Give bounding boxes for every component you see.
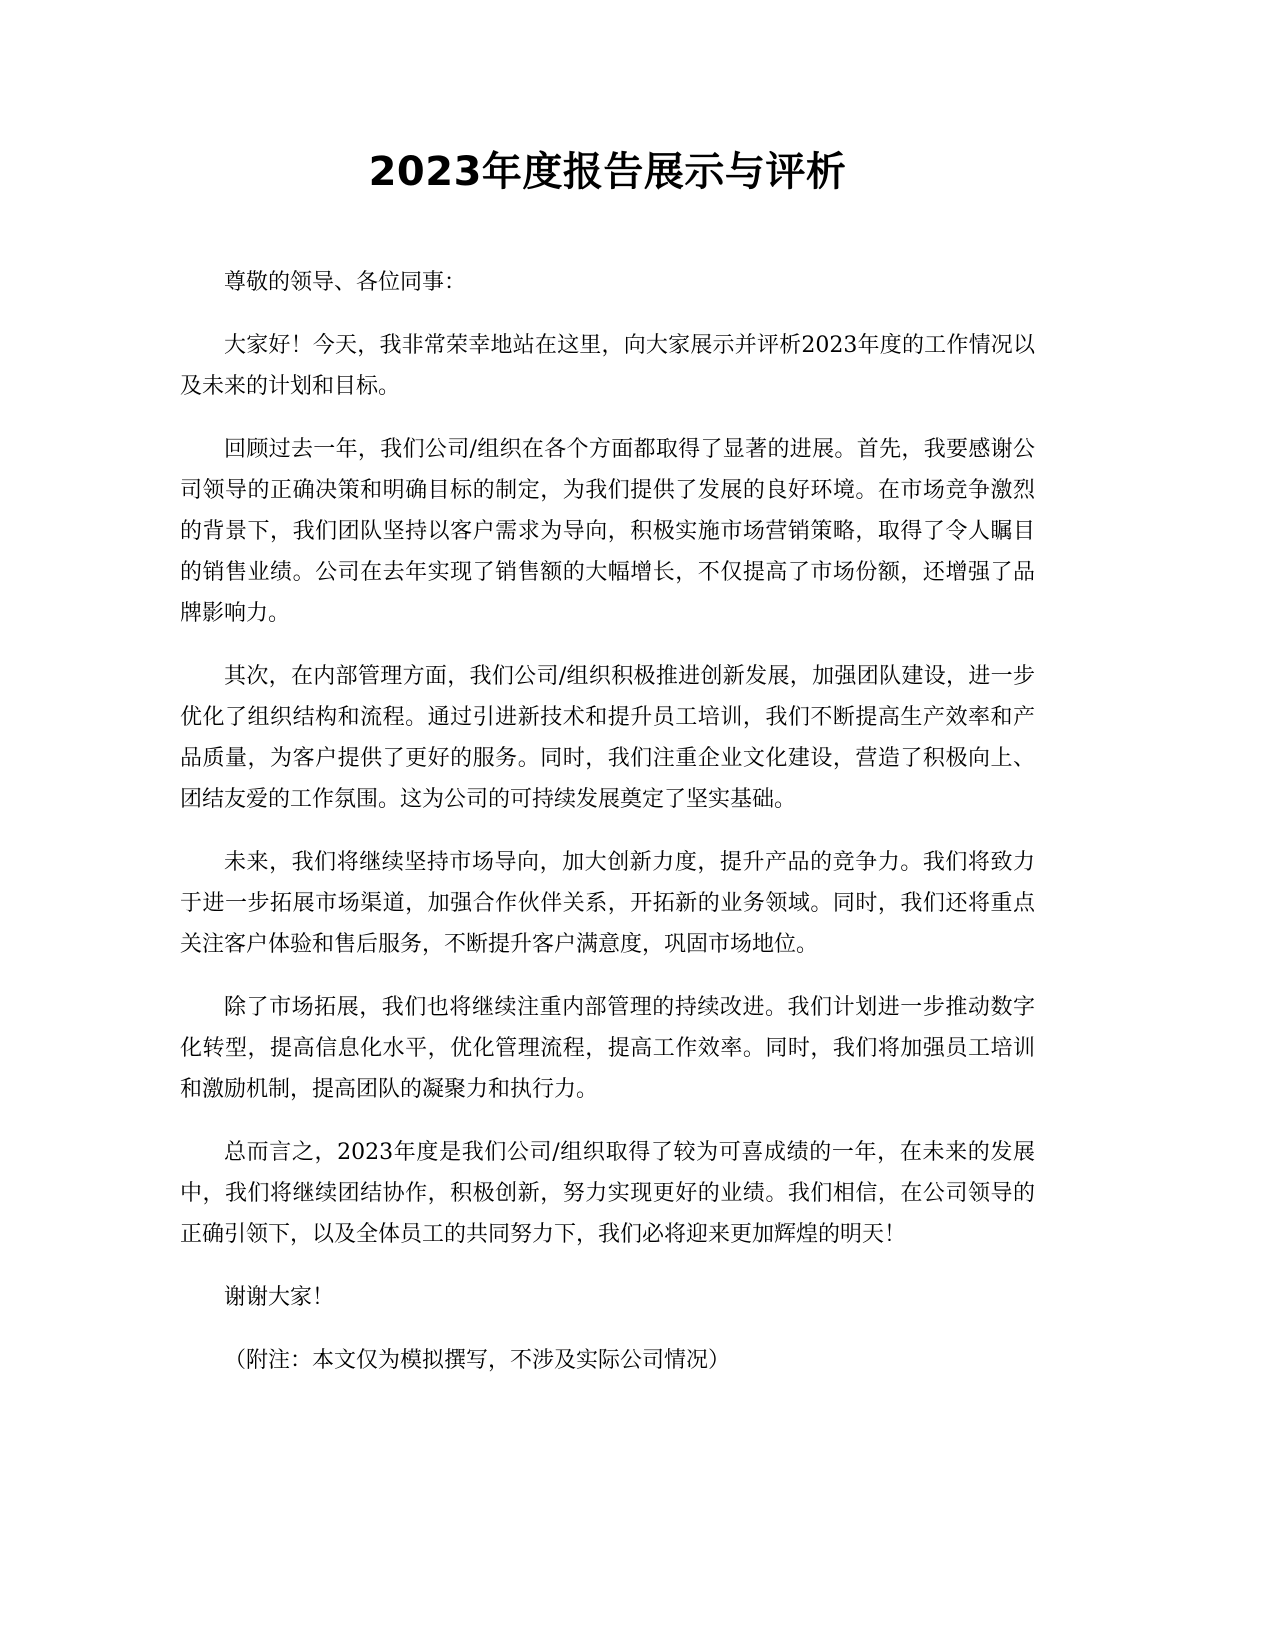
document-title: 2023年度报告展示与评析: [368, 149, 847, 195]
salutation-paragraph: 尊敬的领导、各位同事：: [224, 270, 467, 295]
future-plans-paragraph: 未来，我们将继续坚持市场导向，加大创新力度，提升产品的竞争力。我们将致力于进一步拓展市场渠道，加强合作伙伴关系，开拓新的业务领域。同时，我们还将重点关注客户体验和售后服务，不断提升客户满意度，巩固市场地位。: [180, 850, 1035, 957]
conclusion-paragraph: 总而言之，2023年度是我们公司/组织取得了较为可喜成绩的一年，在未来的发展中，我们将继续团结协作，积极创新，努力实现更好的业绩。我们相信，在公司领导的正确引领下，以及全体员工的共同努力下，我们必将迎来更加辉煌的明天！: [180, 1140, 1035, 1247]
footnote-paragraph: （附注：本文仅为模拟撰写，不涉及实际公司情况）: [224, 1348, 731, 1373]
internal-management-paragraph: 其次，在内部管理方面，我们公司/组织积极推进创新发展，加强团队建设，进一步优化了组织结构和流程。通过引进新技术和提升员工培训，我们不断提高生产效率和产品质量，为客户提供了更好的服务。同时，我们注重企业文化建设，营造了积极向上、团结友爱的工作氛围。这为公司的可持续发展奠定了坚实基础。: [180, 664, 1035, 812]
document-page: [180, 140, 1035, 1403]
improvement-paragraph: 除了市场拓展，我们也将继续注重内部管理的持续改进。我们计划进一步推动数字化转型，提高信息化水平，优化管理流程，提高工作效率。同时，我们将加强员工培训和激励机制，提高团队的凝聚力和执行力。: [180, 995, 1035, 1102]
review-paragraph: 回顾过去一年，我们公司/组织在各个方面都取得了显著的进展。首先，我要感谢公司领导的正确决策和明确目标的制定，为我们提供了发展的良好环境。在市场竞争激烈的背景下，我们团队坚持以客户需求为导向，积极实施市场营销策略，取得了令人瞩目的销售业绩。公司在去年实现了销售额的大幅增长，不仅提高了市场份额，还增强了品牌影响力。: [180, 437, 1035, 626]
greeting-paragraph: 大家好！今天，我非常荣幸地站在这里，向大家展示并评析2023年度的工作情况以及未来的计划和目标。: [180, 333, 1035, 399]
thanks-paragraph: 谢谢大家！: [224, 1285, 335, 1310]
